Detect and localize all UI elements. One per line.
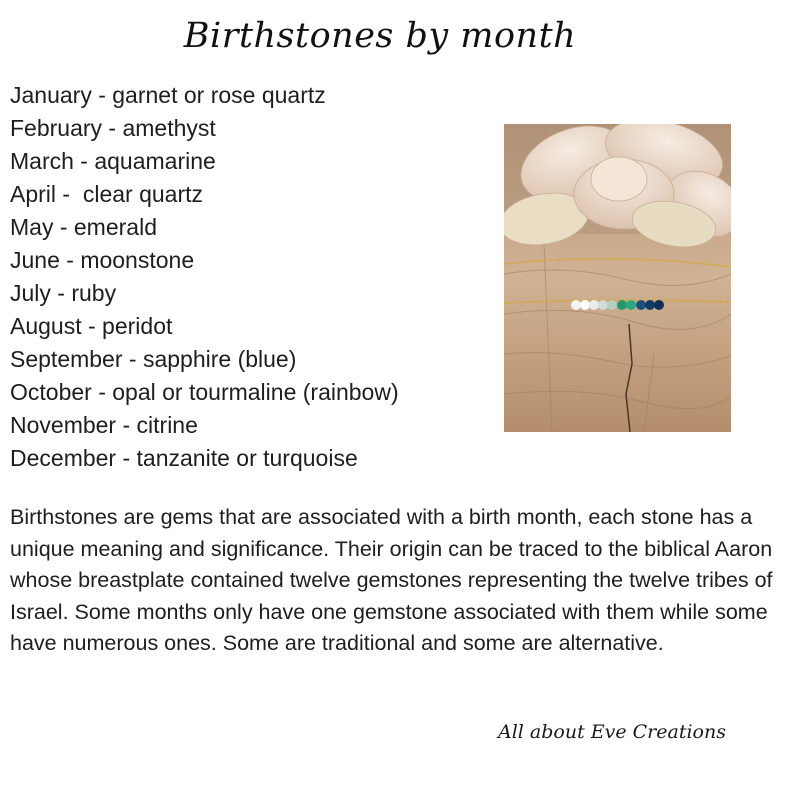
list-item: January - garnet or rose quartz: [10, 82, 326, 108]
signature: All about Eve Creations: [498, 721, 726, 743]
list-item: April - clear quartz: [10, 181, 204, 207]
list-item: November - citrine: [10, 412, 198, 438]
list-item: February - amethyst: [10, 115, 216, 141]
list-item: June - moonstone: [10, 247, 195, 273]
month-list: [10, 79, 399, 475]
necklace-photo: [504, 124, 731, 432]
list-item: September - sapphire (blue): [10, 346, 297, 372]
description-paragraph: Birthstones are gems that are associated with a birth month, each stone has a unique meaning and significance. Their origin can be traced to the biblical Aaron whose breastplate contained twelve gemstones representing the twelve tribes of Israel. Some months only have one gemstone associated with them while some have numerous ones. Some are traditional and some are alternative.: [10, 505, 773, 656]
list-item: August - peridot: [10, 313, 173, 339]
list-item: March - aquamarine: [10, 148, 216, 174]
list-item: May - emerald: [10, 214, 157, 240]
list-item: December - tanzanite or turquoise: [10, 445, 358, 471]
list-item: October - opal or tourmaline (rainbow): [10, 379, 399, 405]
list-item: July - ruby: [10, 280, 117, 306]
page-title: Birthstones by month: [183, 16, 577, 56]
